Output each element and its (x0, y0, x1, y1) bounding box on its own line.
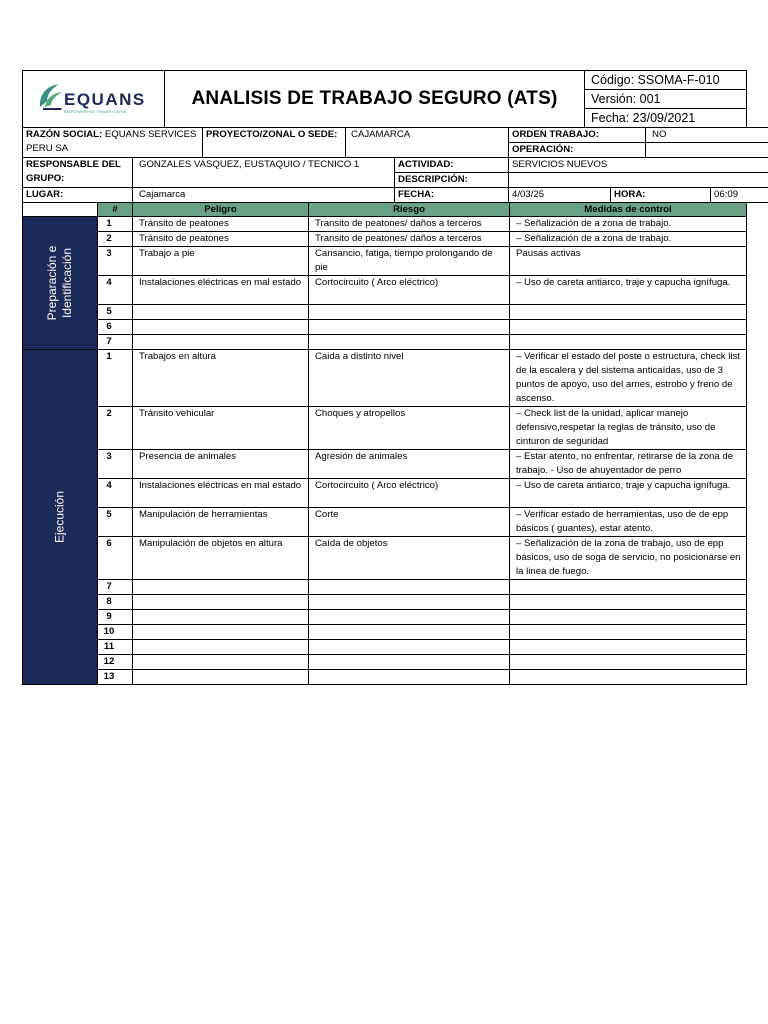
fecha-label: FECHA: (395, 188, 509, 203)
riesgo-cell (309, 305, 510, 320)
hazard-row (23, 247, 747, 276)
medidas-cell (510, 655, 747, 670)
medidas-cell: – Uso de careta antiarco, traje y capucha ignífuga. (510, 276, 747, 305)
section-label: Preparación e Identificación (45, 245, 74, 321)
medidas-cell (510, 625, 747, 640)
responsable-value: GONZALES VASQUEZ, EUSTAQUIO / TECNICO 1 (133, 158, 395, 188)
medidas-cell: – Señalización de la zona de trabajo, uso de epp básicos, uso de soga de servicio, no posicionarse en la linea de fuego. (510, 537, 747, 580)
riesgo-cell (309, 670, 510, 685)
peligro-cell (133, 670, 309, 685)
row-number: 6 (98, 537, 133, 580)
col-num-header: # (98, 203, 133, 217)
peligro-cell (133, 625, 309, 640)
operacion-value (646, 143, 768, 158)
row-number: 1 (98, 350, 133, 407)
peligro-cell: Manipulación de objetos en altura (133, 537, 309, 580)
riesgo-cell: Transito de peatones/ daños a terceros (309, 232, 510, 247)
ats-document (22, 70, 746, 685)
riesgo-cell (309, 625, 510, 640)
peligro-cell (133, 305, 309, 320)
medidas-cell (510, 595, 747, 610)
medidas-cell: – Señalización de a zona de trabajo. (510, 217, 747, 232)
medidas-cell (510, 610, 747, 625)
orden-trabajo-value: NO (646, 128, 768, 143)
col-medidas-header: Medidas de control (510, 203, 747, 217)
row-number: 4 (98, 276, 133, 305)
medidas-cell: Pausas activas (510, 247, 747, 276)
peligro-cell: Trabajo a pie (133, 247, 309, 276)
hazard-table (22, 202, 747, 685)
row-number: 13 (98, 670, 133, 685)
peligro-cell (133, 320, 309, 335)
hora-label: HORA: (611, 188, 711, 203)
hazard-row (23, 305, 747, 320)
peligro-cell (133, 640, 309, 655)
medidas-cell: – Uso de careta antiarco, traje y capucha ignífuga. (510, 479, 747, 508)
row-number: 1 (98, 217, 133, 232)
riesgo-cell: Caída de objetos (309, 537, 510, 580)
row-number: 7 (98, 335, 133, 350)
row-number: 3 (98, 450, 133, 479)
equans-logo-icon (34, 77, 154, 117)
section-label-cell (23, 350, 98, 685)
hazard-row (23, 625, 747, 640)
hora-value: 06:09 (711, 188, 768, 203)
hazard-row (23, 407, 747, 450)
row-number: 10 (98, 625, 133, 640)
info-table (22, 127, 768, 203)
section-label: Ejecución (52, 490, 67, 544)
col-riesgo-header: Riesgo (309, 203, 510, 217)
orden-trabajo-label: ORDEN TRABAJO: (509, 128, 646, 143)
hazard-row (23, 670, 747, 685)
riesgo-cell: Choques y atropellos (309, 407, 510, 450)
hazard-row (23, 335, 747, 350)
medidas-cell: – Verificar estado de herramientas, uso de de epp básicos ( guantes), estar atento. (510, 508, 747, 537)
document-code: Código: SSOMA-F-010 (585, 71, 747, 90)
responsable-label: RESPONSABLE DEL GRUPO: (23, 158, 133, 188)
row-number: 3 (98, 247, 133, 276)
riesgo-cell (309, 580, 510, 595)
actividad-label: ACTIVIDAD: (395, 158, 509, 173)
medidas-cell (510, 320, 747, 335)
hazard-row (23, 450, 747, 479)
col-peligro-header: Peligro (133, 203, 309, 217)
peligro-cell: Tránsito de peatones (133, 232, 309, 247)
proyecto-label: PROYECTO/ZONAL O SEDE: (203, 128, 346, 158)
row-number: 12 (98, 655, 133, 670)
hazard-row (23, 640, 747, 655)
section-label-cell (23, 217, 98, 350)
row-number: 2 (98, 407, 133, 450)
razon-social-value: EQUANS SERVICES PERU SA (26, 129, 197, 154)
row-number: 9 (98, 610, 133, 625)
section-header-blank (23, 203, 98, 217)
medidas-cell (510, 305, 747, 320)
hazard-row (23, 580, 747, 595)
medidas-cell (510, 335, 747, 350)
hazard-row (23, 320, 747, 335)
riesgo-cell: Cortocircuito ( Arco eléctrico) (309, 276, 510, 305)
hazard-row (23, 217, 747, 232)
medidas-cell: – Señalización de a zona de trabajo. (510, 232, 747, 247)
riesgo-cell (309, 655, 510, 670)
document-date: Fecha: 23/09/2021 (585, 109, 747, 128)
logo-tagline: EMPOWERING TRANSITIONS (63, 108, 127, 114)
riesgo-cell: Transito de peatones/ daños a terceros (309, 217, 510, 232)
document-version: Versión: 001 (585, 90, 747, 109)
riesgo-cell (309, 640, 510, 655)
hazard-row (23, 350, 747, 407)
riesgo-cell (309, 335, 510, 350)
descripcion-value (509, 173, 768, 188)
peligro-cell (133, 610, 309, 625)
riesgo-cell: Agresión de animales (309, 450, 510, 479)
peligro-cell: Manipulación de herramientas (133, 508, 309, 537)
descripcion-label: DESCRIPCIÓN: (395, 173, 509, 188)
riesgo-cell: Caida a distinto nivel (309, 350, 510, 407)
hazard-row (23, 276, 747, 305)
peligro-cell (133, 655, 309, 670)
row-number: 2 (98, 232, 133, 247)
riesgo-cell: Cortocircuito ( Arco eléctrico) (309, 479, 510, 508)
peligro-cell: Tránsito de peatones (133, 217, 309, 232)
hazard-row (23, 595, 747, 610)
hazard-row (23, 479, 747, 508)
fecha-value: 4/03/25 (509, 188, 611, 203)
row-number: 8 (98, 595, 133, 610)
logo-text: EQUANS (63, 89, 146, 109)
peligro-cell (133, 335, 309, 350)
peligro-cell: Trabajos en altura (133, 350, 309, 407)
hazard-row (23, 610, 747, 625)
hazard-row (23, 655, 747, 670)
actividad-value: SERVICIOS NUEVOS (509, 158, 768, 173)
hazard-header-row (23, 203, 747, 217)
header-table (22, 70, 747, 128)
proyecto-value: CAJAMARCA (346, 128, 509, 158)
riesgo-cell: Cansancio, fatiga, tiempo prolongando de pie (309, 247, 510, 276)
row-number: 7 (98, 580, 133, 595)
riesgo-cell (309, 595, 510, 610)
riesgo-cell: Corte (309, 508, 510, 537)
razon-social-cell (23, 128, 203, 158)
medidas-cell: – Check list de la unidad, aplicar manejo defensivo,respetar la reglas de tránsito, uso de cinturon de seguridad (510, 407, 747, 450)
hazard-row (23, 232, 747, 247)
document-title: ANALISIS DE TRABAJO SEGURO (ATS) (165, 71, 585, 128)
row-number: 5 (98, 305, 133, 320)
lugar-value: Cajamarca (133, 188, 395, 203)
operacion-label: OPERACIÓN: (509, 143, 646, 158)
peligro-cell: Instalaciones eléctricas en mal estado (133, 276, 309, 305)
peligro-cell: Presencia de animales (133, 450, 309, 479)
medidas-cell (510, 580, 747, 595)
row-number: 11 (98, 640, 133, 655)
row-number: 6 (98, 320, 133, 335)
row-number: 5 (98, 508, 133, 537)
row-number: 4 (98, 479, 133, 508)
medidas-cell (510, 670, 747, 685)
hazard-row (23, 537, 747, 580)
peligro-cell: Tránsito vehicular (133, 407, 309, 450)
razon-social-label: RAZÓN SOCIAL: (26, 129, 103, 140)
peligro-cell: Instalaciones eléctricas en mal estado (133, 479, 309, 508)
riesgo-cell (309, 610, 510, 625)
medidas-cell: – Estar atento, no enfrentar, retirarse de la zona de trabajo. - Uso de ahuyentador de perro (510, 450, 747, 479)
medidas-cell: – Verificar el estado del poste o estructura, check list de la escalera y del sistema anticaídas, uso de 3 puntos de apoyo, uso del arnes, estrobo y freno de ascenso. (510, 350, 747, 407)
peligro-cell (133, 580, 309, 595)
peligro-cell (133, 595, 309, 610)
hazard-row (23, 508, 747, 537)
medidas-cell (510, 640, 747, 655)
riesgo-cell (309, 320, 510, 335)
company-logo (23, 71, 165, 128)
lugar-label: LUGAR: (23, 188, 133, 203)
